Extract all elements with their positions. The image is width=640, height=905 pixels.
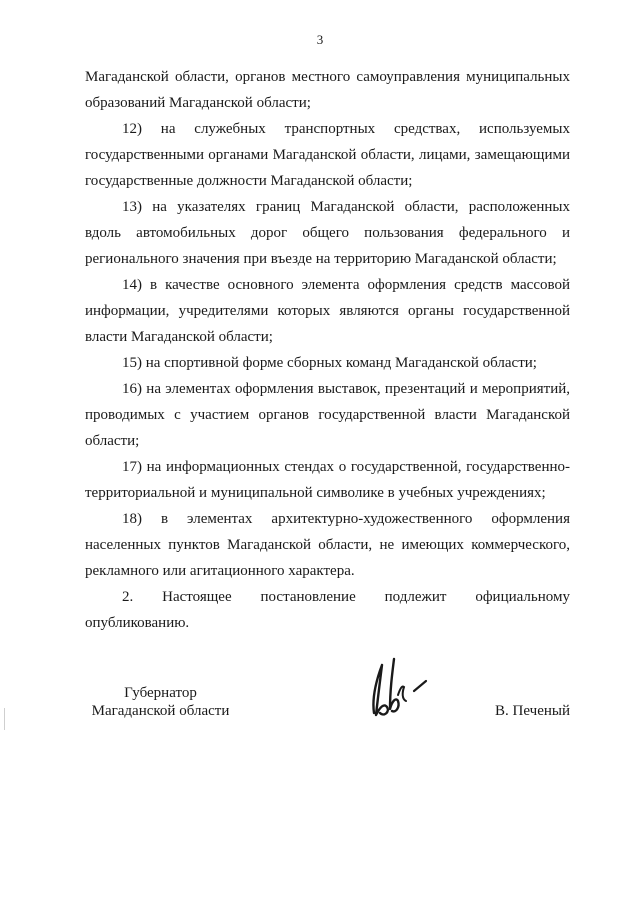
- page-number: 3: [316, 32, 324, 47]
- signatory-title: [88, 684, 233, 720]
- paragraph-item-14: 14) в качестве основного элемента оформления средств массовой информации, учредителями которых являются органы государственной власти Магаданской области;: [85, 277, 570, 345]
- paragraph-clause-2: 2. Настоящее постановление подлежит официальному опубликованию.: [85, 589, 570, 631]
- paragraph-item-18: 18) в элементах архитектурно-художественного оформления населенных пунктов Магаданской области, не имеющих коммерческого, рекламного или агитационного характера.: [85, 511, 570, 579]
- paragraph-item-13: 13) на указателях границ Магаданской области, расположенных вдоль автомобильных дорог общего пользования федерального и регионального значения при въезде на территорию Магаданской области;: [85, 199, 570, 267]
- signatory-name: В. Печеный: [495, 703, 570, 719]
- paragraph-item-17: 17) на информационных стендах о государственной, государственно-территориальной и муниципальной символике в учебных учреждениях;: [85, 459, 570, 501]
- signatory-title-line1: Губернатор: [124, 685, 197, 701]
- handwritten-signature: [362, 655, 432, 725]
- paragraph-item-15: 15) на спортивной форме сборных команд Магаданской области;: [122, 355, 537, 371]
- paragraph-item-12: 12) на служебных транспортных средствах, используемых государственными органами Магаданской области, лицами, замещающими государственные должности Магаданской области;: [85, 121, 570, 189]
- margin-mark: [4, 708, 5, 730]
- paragraph-continuation: Магаданской области, органов местного самоуправления муниципальных образований Магаданской области;: [85, 69, 570, 111]
- signatory-title-line2: Магаданской области: [91, 703, 230, 719]
- document-body: [85, 64, 570, 636]
- paragraph-item-16: 16) на элементах оформления выставок, презентаций и мероприятий, проводимых с участием органов государственной власти Магаданской области;: [85, 381, 570, 449]
